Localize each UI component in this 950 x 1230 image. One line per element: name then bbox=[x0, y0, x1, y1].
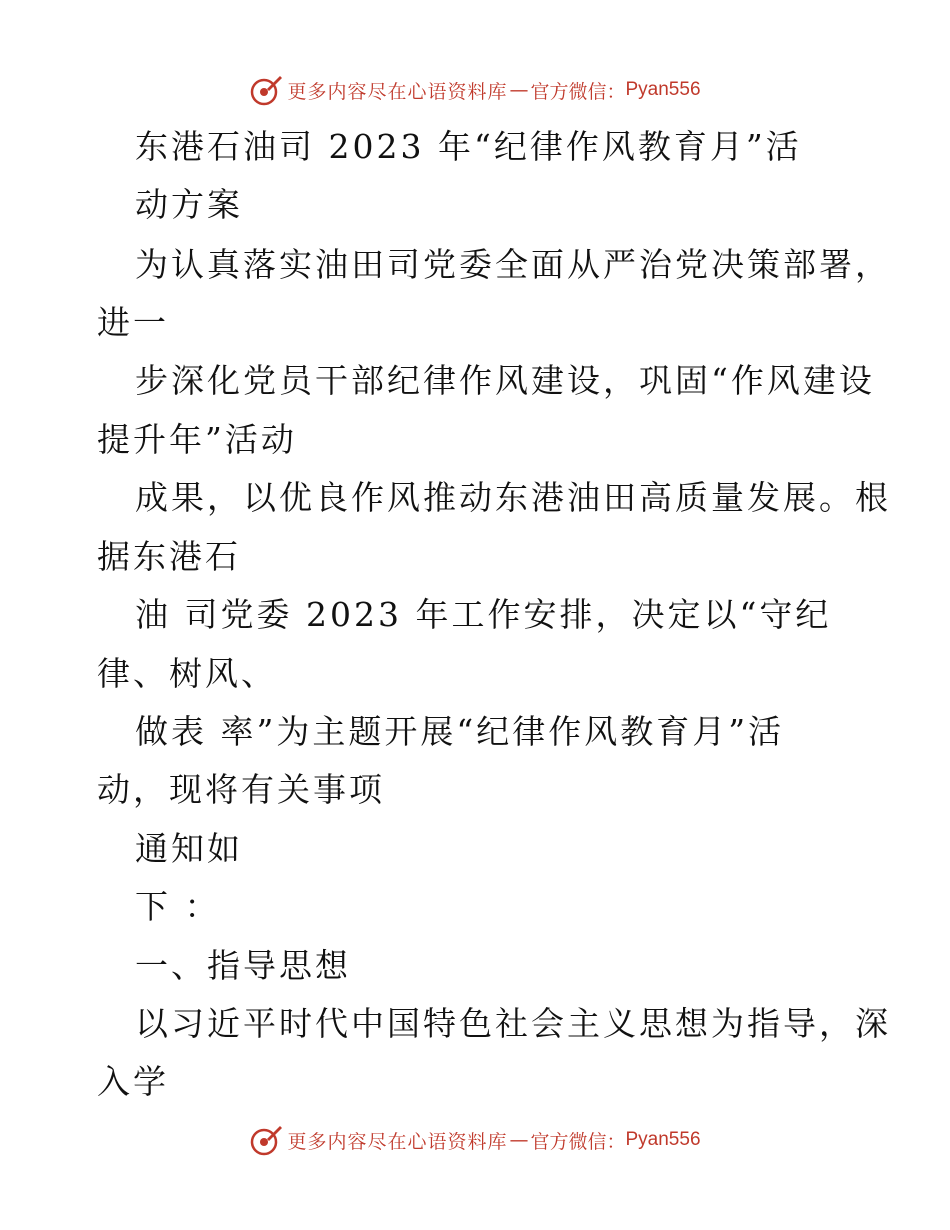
banner-wechat-id: Pyan556 bbox=[625, 79, 701, 100]
doc-line: 提升年”活动 bbox=[97, 420, 297, 459]
doc-line: 动，现将有关事项 bbox=[97, 770, 385, 809]
doc-line: 律、树风、 bbox=[97, 654, 277, 693]
banner-wechat-label: 官方微信： bbox=[530, 1130, 626, 1153]
banner-main-text: 更多内容尽在心语资料库 bbox=[287, 80, 508, 103]
banner-main-text: 更多内容尽在心语资料库 bbox=[287, 1130, 508, 1153]
doc-line: 以习近平时代中国特色社会主义思想为指导，深 bbox=[135, 1004, 891, 1043]
doc-line: 进一 bbox=[97, 303, 169, 342]
footer-watermark-banner bbox=[0, 1120, 950, 1160]
doc-line: 下 ： bbox=[135, 887, 221, 926]
doc-line: 通知如 bbox=[135, 829, 243, 868]
header-watermark-banner bbox=[0, 70, 950, 110]
doc-line: 成果，以优良作风推动东港油田高质量发展。根 bbox=[135, 478, 891, 517]
banner-wechat-id: Pyan556 bbox=[625, 1129, 701, 1150]
doc-line: 做表 率”为主题开展“纪律作风教育月”活 bbox=[135, 712, 785, 751]
doc-line: 动方案 bbox=[135, 185, 243, 224]
doc-line: 东港石油司 2023 年“纪律作风教育月”活 bbox=[135, 127, 802, 166]
doc-line: 一、指导思想 bbox=[135, 946, 351, 985]
doc-line: 油 司党委 2023 年工作安排，决定以“守纪 bbox=[135, 595, 832, 634]
banner-separator: — bbox=[509, 1129, 529, 1151]
doc-line: 入学 bbox=[97, 1062, 169, 1101]
doc-line: 据东港石 bbox=[97, 537, 241, 576]
pen-logo-icon bbox=[249, 73, 283, 107]
banner-wechat-label: 官方微信： bbox=[530, 80, 626, 103]
pen-logo-icon bbox=[249, 1123, 283, 1157]
doc-line: 为认真落实油田司党委全面从严治党决策部署， bbox=[135, 245, 891, 284]
doc-line: 步深化党员干部纪律作风建设，巩固“作风建设 bbox=[135, 361, 875, 400]
banner-separator: — bbox=[509, 79, 529, 101]
